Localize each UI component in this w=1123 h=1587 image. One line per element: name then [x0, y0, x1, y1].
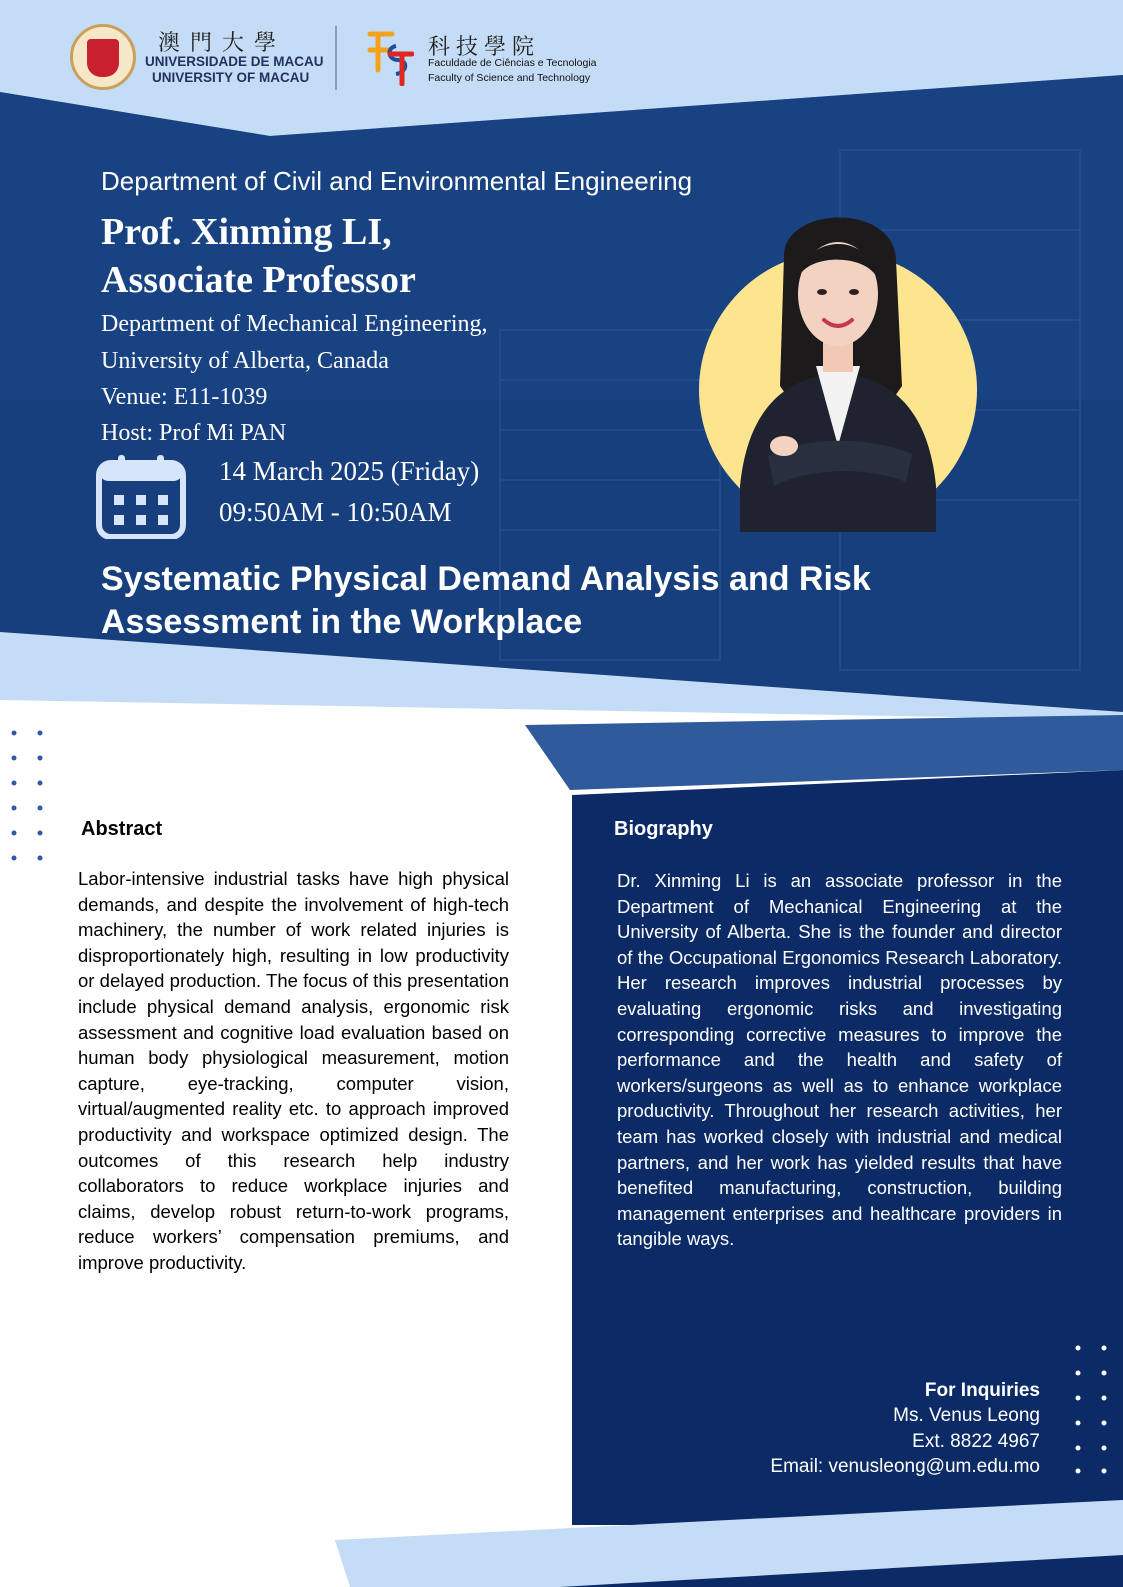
- abstract-text: Labor-intensive industrial tasks have high physical demands, and despite the involvement of high-tech machinery, the number of work related injuries is disproportionately high, resulting in low productivity or delayed production. The focus of this presentation include physical demand analysis, ergonomic risk assessment and cognitive load evaluation based on human body physiological measurement, motion capture, eye-tracking, computer vision, virtual/augmented reality etc. to approach improved productivity and workspace optimized design. The outcomes of this research help industry collaborators to reduce workplace injuries and claims, develop robust return-to-work programs, reduce workers’ compensation premiums, and improve productivity.: [78, 868, 509, 1273]
- talk-title-line1: Systematic Physical Demand Analysis and Risk: [101, 560, 871, 598]
- venue: Venue: E11-1039: [101, 384, 268, 410]
- inquiries-email[interactable]: Email: venusleong@um.edu.mo: [770, 1456, 1040, 1477]
- speaker-affiliation-line1: Department of Mechanical Engineering,: [101, 311, 488, 337]
- calendar-icon: [96, 455, 188, 539]
- inquiries-heading: For Inquiries: [924, 1380, 1040, 1401]
- fst-logo: [366, 30, 414, 86]
- speaker-title: Associate Professor: [101, 259, 416, 301]
- fst-name-portuguese: Faculdade de Ciências e Tecnologia: [428, 57, 597, 69]
- inquiries-extension: Ext. 8822 4967: [912, 1431, 1040, 1452]
- biography-heading: Biography: [614, 818, 713, 840]
- speaker-name: Prof. Xinming LI,: [101, 211, 392, 253]
- decorative-dots-left: [0, 728, 50, 868]
- fst-name-english: Faculty of Science and Technology: [428, 72, 591, 84]
- fst-name-chinese: 科技學院: [428, 35, 541, 60]
- um-name-portuguese: UNIVERSIDADE DE MACAU: [145, 54, 324, 69]
- talk-title-line2: Assessment in the Workplace: [101, 603, 583, 641]
- university-of-macau-logo: [70, 24, 136, 90]
- event-date: 14 March 2025 (Friday): [219, 456, 480, 486]
- event-time: 09:50AM - 10:50AM: [219, 497, 452, 527]
- um-name-english: UNIVERSITY OF MACAU: [152, 70, 310, 85]
- biography-text: Dr. Xinming Li is an associate professor in the Department of Mechanical Engineering at the University of Alberta. She is the founder and director of the Occupational Ergonomics Research Laboratory. Her research improves industrial processes by evaluating ergonomic risks and investigating corresponding corrective measures to improve the performance and the health and safety of workers/surgeons as well as to enhance workplace productivity. Throughout her research activities, her team has worked closely with industrial and medical partners, and her work has yielded results that have benefited manufacturing, construction, building management enterprises and healthcare providers in tangible ways.: [617, 870, 1062, 1250]
- inquiries-contact: Ms. Venus Leong: [893, 1405, 1040, 1426]
- abstract-heading: Abstract: [81, 818, 163, 840]
- speaker-affiliation-line2: University of Alberta, Canada: [101, 348, 389, 374]
- host: Host: Prof Mi PAN: [101, 420, 287, 446]
- hosting-department: Department of Civil and Environmental Engineering: [101, 166, 693, 196]
- um-name-chinese: 澳門大學: [158, 31, 287, 56]
- header-divider: [335, 26, 337, 90]
- talk-title: [101, 558, 981, 644]
- decorative-dots-right: [1070, 1340, 1120, 1480]
- speaker-photo: [698, 196, 980, 532]
